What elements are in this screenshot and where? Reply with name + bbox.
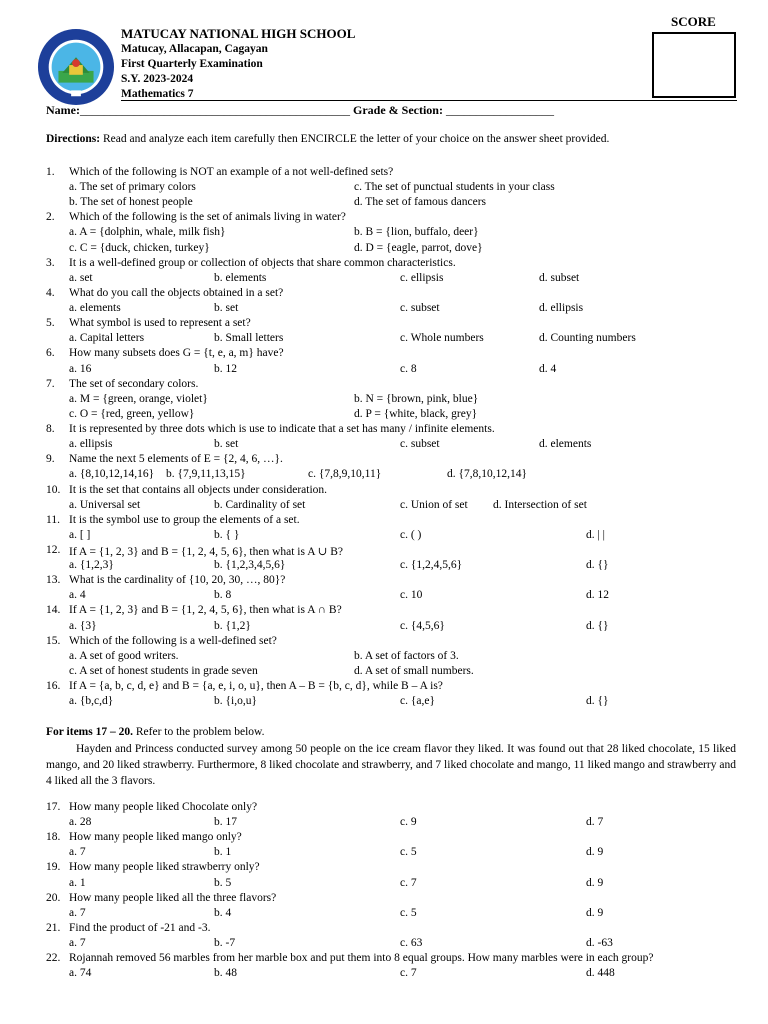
question-text: If A = {1, 2, 3} and B = {1, 2, 4, 5, 6}, then what is A ∪ B? [69,546,344,558]
question-number: 6. [46,347,55,360]
choice-option[interactable]: c. 10 [400,589,423,602]
question-line [0,287,768,302]
choice-option[interactable]: c. A set of honest students in grade seven [69,664,258,677]
choice-option[interactable]: a. Universal set [69,498,141,511]
question-text: The set of secondary colors. [69,377,199,390]
choice-option[interactable]: d. The set of famous dancers [354,196,486,209]
question-number: 4. [46,286,55,299]
choice-option[interactable]: c. ellipsis [400,271,444,284]
choice-option[interactable]: a. ellipsis [69,438,113,451]
choices-line [0,226,768,241]
question-line [0,211,768,226]
choice-option[interactable]: a. 7 [69,846,86,859]
question-number: 8. [46,423,55,436]
question-text: Which of the following is the set of animals living in water? [69,211,346,224]
choice-option[interactable]: c. {4,5,6} [400,619,445,632]
score-box [652,32,736,98]
question-number: 21. [46,921,61,934]
choice-option[interactable]: b. Small letters [214,332,284,345]
choices-line [0,695,768,710]
choices-line [0,620,768,635]
score-label: SCORE [671,14,716,29]
question-text: It is the symbol use to group the elements of a set. [69,513,300,526]
question-line [0,317,768,332]
choice-option[interactable]: d. subset [539,271,580,284]
question-line [0,574,768,589]
choice-option[interactable]: d. {} [586,695,609,708]
choice-option[interactable]: b. 17 [214,816,237,829]
question-line [0,544,768,559]
choice-option[interactable]: b. 5 [214,876,232,889]
choice-option[interactable]: a. 16 [69,362,92,375]
choice-option[interactable]: b. set [214,302,239,315]
question-text: It is the set that contains all objects under consideration. [69,483,328,496]
subject: Mathematics 7 [121,88,194,100]
choice-option[interactable]: a. 7 [69,937,86,950]
question-text: How many people liked mango only? [69,831,242,844]
school-logo [37,28,115,106]
choice-option[interactable]: b. 8 [214,589,232,602]
question-line [0,801,768,816]
choice-option[interactable]: d. 9 [586,906,604,919]
choice-option[interactable]: d. {} [586,619,609,632]
choices-line [0,393,768,408]
name-label: Name: [46,103,80,117]
choice-option[interactable]: d. {7,8,10,12,14} [447,468,528,481]
choice-option[interactable]: d. 9 [586,876,604,889]
items-17-20-label: For items 17 – 20. [46,726,133,738]
choice-option[interactable]: c. 7 [400,876,417,889]
choice-option[interactable]: a. [ ] [69,528,91,541]
choice-option[interactable]: c. The set of punctual students in your class [354,181,555,194]
directions-text: Read and analyze each item carefully then ENCIRCLE the letter of your choice on the answer sheet provided. [100,133,610,145]
question-number: 20. [46,891,61,904]
question-number: 9. [46,453,55,466]
question-text: Which of the following is NOT an example of a not well-defined sets? [69,166,394,178]
question-text: What is the cardinality of {10, 20, 30, …, 80}? [69,574,286,587]
question-line [0,257,768,272]
question-text: How many subsets does G = {t, e, a, m} have? [69,347,284,360]
question-number: 18. [46,831,61,844]
school-address: Matucay, Allacapan, Cagayan [121,43,268,55]
choice-option[interactable]: a. {3} [69,619,97,632]
choices-line [0,242,768,257]
question-text: If A = {a, b, c, d, e} and B = {a, e, i, o, u}, then A – B = {b, c, d}, while B – A is? [69,680,443,693]
directions-label: Directions: [46,133,101,145]
name-grade-line [46,103,554,118]
choice-option[interactable]: c. Whole numbers [400,332,484,345]
question-line [0,604,768,619]
choice-option[interactable]: b. set [214,438,239,451]
choice-option[interactable]: a. A set of good writers. [69,649,179,662]
choices-line [0,272,768,287]
question-number: 2. [46,211,55,224]
choices-line [0,937,768,952]
choice-option[interactable]: a. Capital letters [69,332,145,345]
choice-option[interactable]: a. 28 [69,816,92,829]
choice-option[interactable]: c. 5 [400,906,417,919]
question-line [0,680,768,695]
choice-option[interactable]: c. {a,e} [400,695,435,708]
question-number: 14. [46,604,61,617]
question-number: 17. [46,801,61,813]
choice-option[interactable]: d. ellipsis [539,302,584,315]
choice-option[interactable]: a. M = {green, orange, violet} [69,392,208,405]
choices-line [0,967,768,982]
choice-option[interactable]: d. Intersection of set [493,498,587,511]
header-rule [121,100,737,101]
directions [46,133,609,145]
choice-option[interactable]: c. subset [400,302,440,315]
choice-option[interactable]: a. {b,c,d} [69,695,114,708]
choice-option[interactable]: d. 9 [586,846,604,859]
question-line [0,831,768,846]
choice-option[interactable]: c. 9 [400,816,417,829]
choice-option[interactable]: b. 4 [214,906,232,919]
choice-option[interactable]: b. { } [214,528,240,541]
choices-line [0,559,768,574]
choice-option[interactable]: a. The set of primary colors [69,181,196,194]
choices-line [0,589,768,604]
question-line [0,892,768,907]
question-text: Which of the following is a well-defined set? [69,634,277,647]
question-line [0,378,768,393]
choices-line [0,181,768,196]
question-number: 10. [46,483,61,496]
choices-line [0,816,768,831]
question-text: If A = {1, 2, 3} and B = {1, 2, 4, 5, 6}, then what is A ∩ B? [69,604,342,617]
choice-option[interactable]: b. 1 [214,846,232,859]
choice-option[interactable]: b. Cardinality of set [214,498,306,511]
name-field[interactable]: _____________________________________________ [79,103,350,117]
question-line [0,952,768,967]
choice-option[interactable]: b. -7 [214,937,236,950]
choice-option[interactable]: a. set [69,271,93,284]
question-text: How many people liked Chocolate only? [69,801,258,813]
question-number: 7. [46,377,55,390]
question-number: 1. [46,166,55,178]
choices-line [0,529,768,544]
school-year: S.Y. 2023-2024 [121,73,194,85]
question-line [0,922,768,937]
question-text: It is a well-defined group or collection of objects that share common characteristics. [69,256,456,269]
question-text: Find the product of -21 and -3. [69,921,211,934]
grade-section-field[interactable]: __________________ [442,103,554,117]
choice-option[interactable]: a. 74 [69,967,92,980]
exam-title: First Quarterly Examination [121,58,263,70]
choice-option[interactable]: b. {1,2} [214,619,251,632]
question-text: How many people liked all the three flavors? [69,891,277,904]
school-name: MATUCAY NATIONAL HIGH SCHOOL [121,26,356,41]
choice-option[interactable]: b. elements [214,271,267,284]
choice-option[interactable]: d. Counting numbers [539,332,636,345]
choice-option[interactable]: b. A set of factors of 3. [354,649,459,662]
question-line [0,635,768,650]
choice-option[interactable]: b. 12 [214,362,237,375]
choice-option[interactable]: d. 448 [586,967,615,980]
choice-option[interactable]: b. N = {brown, pink, blue} [354,392,479,405]
question-line [0,166,768,181]
choice-option[interactable]: a. elements [69,302,121,315]
choice-option[interactable]: d. P = {white, black, grey} [354,407,478,420]
question-line [0,484,768,499]
choice-option[interactable]: c. C = {duck, chicken, turkey} [69,241,210,254]
choices-line [0,332,768,347]
ice-cream-problem: Hayden and Princess conducted survey among 50 people on the ice cream flavor they liked. It was found out that 28 liked chocolate, 15 liked mango, and 20 liked strawberry. Furthermore, 8 liked chocolate and strawberry, and 7 liked chocolate and mango, 11 liked mango and strawberry and 4 liked all the 3 flavors. [46,743,736,787]
choice-option[interactable]: a. 4 [69,589,86,602]
choice-option[interactable]: c. Union of set [400,498,468,511]
choices-line [0,438,768,453]
choice-option[interactable]: a. A = {dolphin, whale, milk fish} [69,226,226,239]
choices-line [0,877,768,892]
choice-option[interactable]: b. {7,9,11,13,15} [166,468,246,481]
items-17-20-instruction: Refer to the problem below. [132,726,265,738]
question-text: Name the next 5 elements of E = {2, 4, 6, …}. [69,453,283,466]
choice-option[interactable]: c. 5 [400,846,417,859]
choice-option[interactable]: b. B = {lion, buffalo, deer} [354,226,479,239]
choice-option[interactable]: c. 7 [400,967,417,980]
question-number: 22. [46,952,61,965]
choice-option[interactable]: b. 48 [214,967,237,980]
question-text: How many people liked strawberry only? [69,861,260,874]
choice-option[interactable]: d. elements [539,438,592,451]
choices-line [0,650,768,665]
question-text: What do you call the objects obtained in a set? [69,286,284,299]
choice-option[interactable]: d. | | [586,528,605,541]
choice-option[interactable]: c. {7,8,9,10,11} [308,468,382,481]
question-number: 19. [46,861,61,874]
question-text: Rojannah removed 56 marbles from her marble box and put them into 8 equal groups. How many marbles were in each group? [69,952,654,965]
question-number: 11. [46,513,60,526]
question-line [0,861,768,876]
choice-option[interactable]: c. {1,2,4,5,6} [400,559,463,572]
choice-option[interactable]: d. A set of small numbers. [354,664,474,677]
question-number: 13. [46,574,61,587]
choice-option[interactable]: a. 7 [69,906,86,919]
choices-line [0,499,768,514]
question-line [0,514,768,529]
choice-option[interactable]: d. D = {eagle, parrot, dove} [354,241,483,254]
question-line [0,453,768,468]
question-line [0,423,768,438]
choice-option[interactable]: a. 1 [69,876,86,889]
choice-option[interactable]: d. 12 [586,589,609,602]
items-17-20-heading [46,726,264,738]
choice-option[interactable]: d. {} [586,559,609,572]
choice-option[interactable]: c. subset [400,438,440,451]
choice-option[interactable]: b. The set of honest people [69,196,193,209]
choice-option[interactable]: d. -63 [586,937,613,950]
choice-option[interactable]: d. 7 [586,816,604,829]
grade-section-label: Grade & Section: [352,103,443,117]
choices-line [0,302,768,317]
choices-line [0,846,768,861]
question-number: 3. [46,256,55,269]
question-number: 16. [46,680,61,693]
choice-option[interactable]: c. 63 [400,937,423,950]
choices-line [0,468,768,483]
choice-option[interactable]: a. {8,10,12,14,16} [69,468,155,481]
question-number: 15. [46,634,61,647]
choice-option[interactable]: c. O = {red, green, yellow} [69,407,195,420]
choices-line [0,907,768,922]
choice-option[interactable]: b. {1,2,3,4,5,6} [214,559,286,572]
choice-option[interactable]: c. 8 [400,362,417,375]
choice-option[interactable]: d. 4 [539,362,557,375]
question-line [0,347,768,362]
question-text: It is represented by three dots which is use to indicate that a set has many / infinite elements. [69,423,495,436]
question-text: What symbol is used to represent a set? [69,317,251,330]
choices-line [0,196,768,211]
question-number: 12. [46,544,61,556]
choice-option[interactable]: b. {i,o,u} [214,695,257,708]
question-number: 5. [46,317,55,330]
choices-line [0,363,768,378]
choices-line [0,408,768,423]
choices-line [0,665,768,680]
choice-option[interactable]: a. {1,2,3} [69,559,114,572]
choice-option[interactable]: c. ( ) [400,528,422,541]
